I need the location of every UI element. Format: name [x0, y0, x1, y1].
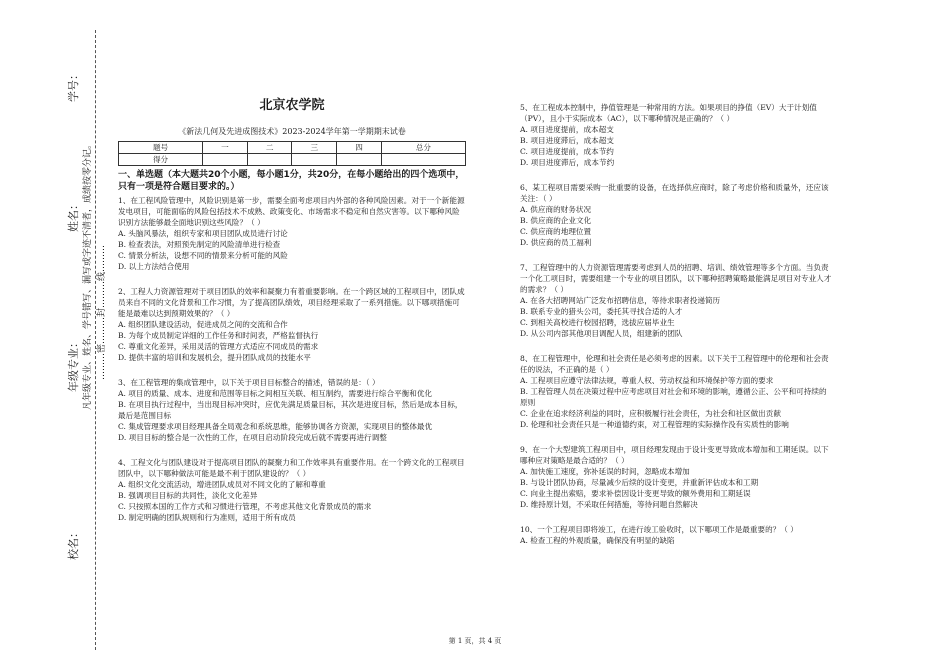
option: B. 联系专业的猎头公司，委托其寻找合适的人才: [520, 307, 683, 316]
seal-line-hint: ………密………封………线………: [97, 244, 107, 380]
option: B. 检查表法，对照预先制定的风险清单进行检查: [118, 240, 281, 249]
option: C. 向业主提出索赔，要求补偿因设计变更导致的额外费用和工期延误: [520, 489, 751, 498]
question-stem: 5、在工程成本控制中，挣值管理是一种常用的方法。如果项目的挣值（EV）大于计划值（PV），且小于实际成本（AC），以下哪种情况是正确的？（ ）: [520, 103, 817, 123]
question-7: [520, 262, 832, 339]
option: D. 维持原计划，不采取任何措施，等待问题自然解决: [520, 500, 698, 509]
option: A. 组织团队建设活动，促进成员之间的交流和合作: [118, 320, 288, 329]
option: C. 项目进度提前，成本节约: [520, 147, 614, 156]
question-stem: 3、在工程管理的集成管理中，以下关于项目目标整合的描述，错误的是：（ ）: [118, 378, 380, 387]
school-name-label: 校名：: [67, 527, 80, 560]
option: B. 在项目执行过程中，当出现目标冲突时，应优先满足质量目标，其次是进度目标，然后是成本目标，最后是范围目标: [118, 400, 463, 420]
question-stem: 10、一个工程项目即将竣工，在进行竣工验收时，以下哪项工作是最重要的？（ ）: [520, 525, 798, 534]
option: D. 供应商的员工福利: [520, 238, 592, 247]
option: D. 项目进度滞后，成本节约: [520, 158, 615, 167]
score-cell: 得分: [119, 154, 203, 166]
question-stem: 9、在一个大型建筑工程项目中，项目经理发现由于设计变更导致成本增加和工期延误。以下哪种应对策略是最合适的？（ ）: [520, 445, 829, 465]
question-stem: 4、工程文化与团队建设对于提高项目团队的凝聚力和工作效率具有重要作用。在一个跨文化的工程项目团队中，以下哪种做法可能是最不利于团队建设的？（ ）: [118, 458, 465, 478]
question-5: [520, 102, 832, 168]
score-cell: 总分: [381, 142, 465, 154]
score-cell: [292, 154, 337, 166]
question-3: [118, 377, 466, 443]
option: D. 伦理和社会责任只是一种道德约束，对工程管理的实际操作没有实质性的影响: [520, 420, 789, 429]
option: D. 项目目标的整合是一次性的工作，在项目启动阶段完成后就不需要再进行调整: [118, 433, 387, 442]
name-label: 姓名：: [67, 199, 80, 232]
option: D. 以上方法结合使用: [118, 262, 190, 271]
option: A. 检查工程的外观质量，确保没有明显的缺陷: [520, 536, 675, 545]
option: D. 制定明确的团队规则和行为准则，适用于所有成员: [118, 513, 296, 522]
score-cell: 四: [337, 142, 382, 154]
school-title: 北京农学院: [259, 98, 325, 113]
score-cell: 二: [247, 142, 292, 154]
question-2: [118, 286, 466, 363]
question-6: [520, 182, 832, 248]
option: C. 供应商的地理位置: [520, 227, 592, 236]
option: C. 企业在追求经济利益的同时，应积极履行社会责任，为社会和社区做出贡献: [520, 409, 781, 418]
exam-title: 《新法几何及先进成图技术》2023-2024学年第一学期期末试卷: [178, 127, 406, 136]
option: A. 头脑风暴法，组织专家和项目团队成员进行讨论: [118, 229, 288, 238]
question-8: [520, 353, 832, 430]
option: C. 集成管理要求项目经理具备全局观念和系统思维，能够协调各方资源，实现项目的整体最优: [118, 422, 433, 431]
score-cell: [247, 154, 292, 166]
page-footer: 第 1 页，共 4 页: [448, 637, 502, 645]
question-10: [520, 524, 832, 546]
question-stem: 2、工程人力资源管理对于项目团队的效率和凝聚力有着重要影响。在一个跨区域的工程项目中，团队成员来自不同的文化背景和工作习惯，为了提高团队绩效，项目经理采取了一系列措施。以下哪项措施可能是最难以达到预期效果的？（ ）: [118, 287, 465, 318]
question-stem: 1、在工程风险管理中，风险识别是第一步，需要全面考虑项目内外部的各种风险因素。对于一个新能源发电项目，可能面临的风险包括技术不成熟、政策变化、市场需求不稳定和自然灾害等。以下哪种风险识别方法能够最全面地识别这些风险？（ ）: [118, 196, 465, 227]
option: B. 与设计团队协商，尽量减少后续的设计变更，并重新评估成本和工期: [520, 478, 759, 487]
score-table-header-row: [119, 142, 466, 154]
score-cell: [203, 154, 248, 166]
option: C. 到相关高校进行校园招聘，选拔应届毕业生: [520, 318, 675, 327]
score-table-score-row: [119, 154, 466, 166]
question-1: [118, 195, 466, 272]
score-cell: 三: [292, 142, 337, 154]
score-cell: [337, 154, 382, 166]
option: B. 工程管理人员在决策过程中应考虑项目对社会和环境的影响，遵循公正、公平和可持续的原则: [520, 387, 827, 407]
score-cell: 题号: [119, 142, 203, 154]
score-table: [118, 141, 466, 166]
binding-instruction: 凡年级专业、姓名、学号错写、漏写或字迹不清者，成绩按零分记。: [83, 139, 93, 410]
option: C. 只按照本国的工作方式和习惯进行管理，不考虑其他文化背景成员的需求: [118, 502, 372, 511]
option: A. 组织文化交流活动，增进团队成员对不同文化的了解和尊重: [118, 480, 326, 489]
score-cell: 一: [203, 142, 248, 154]
option: A. 在各大招聘网站广泛发布招聘信息，等待求职者投递简历: [520, 296, 721, 305]
question-4: [118, 457, 466, 523]
option: D. 从公司内部其他项目调配人员，组建新的团队: [520, 329, 683, 338]
student-no-label: 学号：: [67, 69, 80, 102]
option: A. 项目的质量、成本、进度和范围等目标之间相互关联、相互制约，需要进行综合平衡和优化: [118, 389, 433, 398]
grade-major-label: 年级专业：: [67, 337, 80, 392]
option: C. 情景分析法，设想不同的情景来分析可能的风险: [118, 251, 288, 260]
option: B. 项目进度滞后，成本超支: [520, 136, 614, 145]
option: B. 为每个成员制定详细的工作任务和时间表，严格监督执行: [118, 331, 319, 340]
option: B. 强调项目目标的共同性，淡化文化差异: [118, 491, 258, 500]
score-cell: [381, 154, 465, 166]
question-stem: 7、工程管理中的人力资源管理需要考虑到人员的招聘、培训、绩效管理等多个方面。当负责一个化工项目时，需要组建一个专业的项目团队，以下哪种招聘策略最能满足项目对专业人才的需求？（ ）: [520, 263, 832, 294]
left-column: [118, 195, 466, 523]
option: D. 提供丰富的培训和发展机会，提升团队成员的技能水平: [118, 353, 311, 362]
question-stem: 8、在工程管理中，伦理和社会责任是必须考虑的因素。以下关于工程管理中的伦理和社会责任的说法，不正确的是（ ）: [520, 354, 829, 374]
right-column: [520, 102, 832, 546]
question-stem: 6、某工程项目需要采购一批重要的设备，在选择供应商时，除了考虑价格和质量外，还应该关注：（ ）: [520, 183, 829, 203]
option: C. 尊重文化差异，采用灵活的管理方式适应不同成员的需求: [118, 342, 319, 351]
question-9: [520, 444, 832, 510]
option: A. 供应商的财务状况: [520, 205, 592, 214]
option: A. 工程项目应遵守法律法规，尊重人权、劳动权益和环境保护等方面的要求: [520, 376, 774, 385]
option: A. 加快施工速度，弥补延误的时间，忽略成本增加: [520, 467, 690, 476]
option: A. 项目进度提前，成本超支: [520, 125, 614, 134]
option: B. 供应商的企业文化: [520, 216, 592, 225]
section-heading: 一、单选题（本大题共20个小题，每小题1分，共20分，在每小题给出的四个选项中，只有一项是符合题目要求的。）: [118, 170, 465, 192]
